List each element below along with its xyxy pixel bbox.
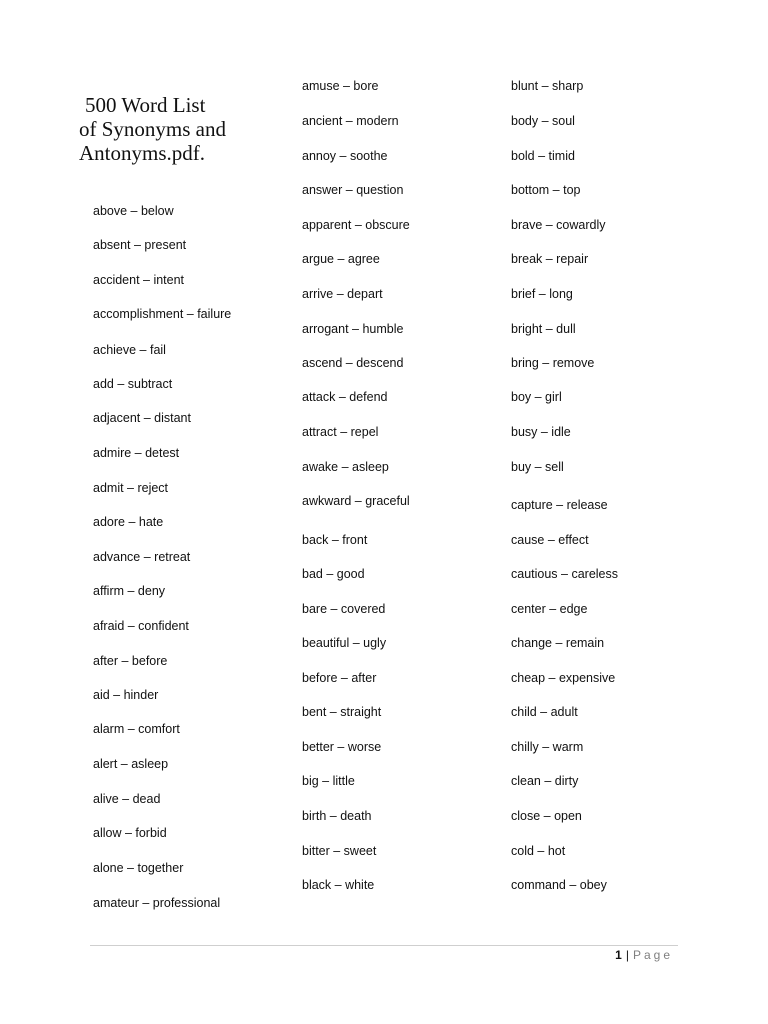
word-pair: accomplishment – failure — [93, 307, 232, 321]
page-title — [79, 93, 279, 165]
word-pair: admire – detest — [93, 446, 180, 460]
word-pair: black – white — [302, 878, 375, 892]
word-pair: apparent – obscure — [302, 218, 410, 232]
word-pair: allow – forbid — [93, 826, 167, 840]
word-pair: buy – sell — [511, 460, 564, 474]
word-pair: brief – long — [511, 287, 573, 301]
word-pair: accident – intent — [93, 273, 185, 287]
word-pair: arrogant – humble — [302, 322, 404, 336]
word-pair: adore – hate — [93, 515, 164, 529]
title-line-3: Antonyms.pdf. — [79, 141, 205, 165]
word-pair: alarm – comfort — [93, 722, 180, 736]
word-pair: affirm – deny — [93, 584, 166, 598]
word-pair: add – subtract — [93, 377, 173, 391]
word-pair: birth – death — [302, 809, 372, 823]
word-pair: back – front — [302, 533, 368, 547]
word-pair: annoy – soothe — [302, 149, 388, 163]
word-pair: attack – defend — [302, 390, 388, 404]
word-pair: bent – straight — [302, 705, 382, 719]
word-pair: bitter – sweet — [302, 844, 377, 858]
word-pair: busy – idle — [511, 425, 571, 439]
word-pair: child – adult — [511, 705, 578, 719]
word-pair: alive – dead — [93, 792, 161, 806]
word-pair: amuse – bore — [302, 79, 379, 93]
word-pair: alone – together — [93, 861, 184, 875]
word-pair: center – edge — [511, 602, 588, 616]
word-pair: admit – reject — [93, 481, 169, 495]
word-pair: amateur – professional — [93, 896, 221, 910]
word-pair: argue – agree — [302, 252, 380, 266]
word-pair: better – worse — [302, 740, 382, 754]
word-pair: advance – retreat — [93, 550, 191, 564]
word-pair: chilly – warm — [511, 740, 584, 754]
word-pair: afraid – confident — [93, 619, 189, 633]
word-pair: big – little — [302, 774, 355, 788]
word-pair: bright – dull — [511, 322, 576, 336]
word-pair: ancient – modern — [302, 114, 399, 128]
page-footer — [615, 947, 673, 963]
word-pair: capture – release — [511, 498, 608, 512]
word-pair: cold – hot — [511, 844, 566, 858]
word-pair: close – open — [511, 809, 582, 823]
word-pair: awkward – graceful — [302, 494, 410, 508]
word-pair: blunt – sharp — [511, 79, 584, 93]
word-pair: bottom – top — [511, 183, 581, 197]
word-pair: cautious – careless — [511, 567, 619, 581]
word-pair: before – after — [302, 671, 377, 685]
word-pair: bring – remove — [511, 356, 595, 370]
word-pair: clean – dirty — [511, 774, 579, 788]
word-pair: bold – timid — [511, 149, 575, 163]
page-label: Page — [632, 948, 673, 962]
word-pair: boy – girl — [511, 390, 562, 404]
word-pair: cheap – expensive — [511, 671, 616, 685]
word-pair: after – before — [93, 654, 168, 668]
word-pair: arrive – depart — [302, 287, 383, 301]
word-pair: absent – present — [93, 238, 187, 252]
word-pair: bare – covered — [302, 602, 386, 616]
footer-divider — [90, 945, 678, 946]
title-line-2: of Synonyms and — [79, 117, 226, 141]
word-pair: cause – effect — [511, 533, 589, 547]
word-pair: awake – asleep — [302, 460, 389, 474]
word-pair: break – repair — [511, 252, 589, 266]
word-pair: body – soul — [511, 114, 575, 128]
title-line-1: 500 Word List — [85, 93, 206, 117]
word-pair: adjacent – distant — [93, 411, 191, 425]
word-pair: brave – cowardly — [511, 218, 606, 232]
word-pair: answer – question — [302, 183, 404, 197]
footer-separator: | — [625, 948, 629, 962]
word-pair: alert – asleep — [93, 757, 169, 771]
word-pair: bad – good — [302, 567, 365, 581]
word-pair: achieve – fail — [93, 343, 166, 357]
word-pair: ascend – descend — [302, 356, 404, 370]
word-pair: attract – repel — [302, 425, 379, 439]
page-number: 1 — [615, 948, 622, 962]
word-pair: beautiful – ugly — [302, 636, 387, 650]
word-pair: aid – hinder — [93, 688, 159, 702]
word-pair: above – below — [93, 204, 174, 218]
word-pair: change – remain — [511, 636, 605, 650]
word-pair: command – obey — [511, 878, 607, 892]
